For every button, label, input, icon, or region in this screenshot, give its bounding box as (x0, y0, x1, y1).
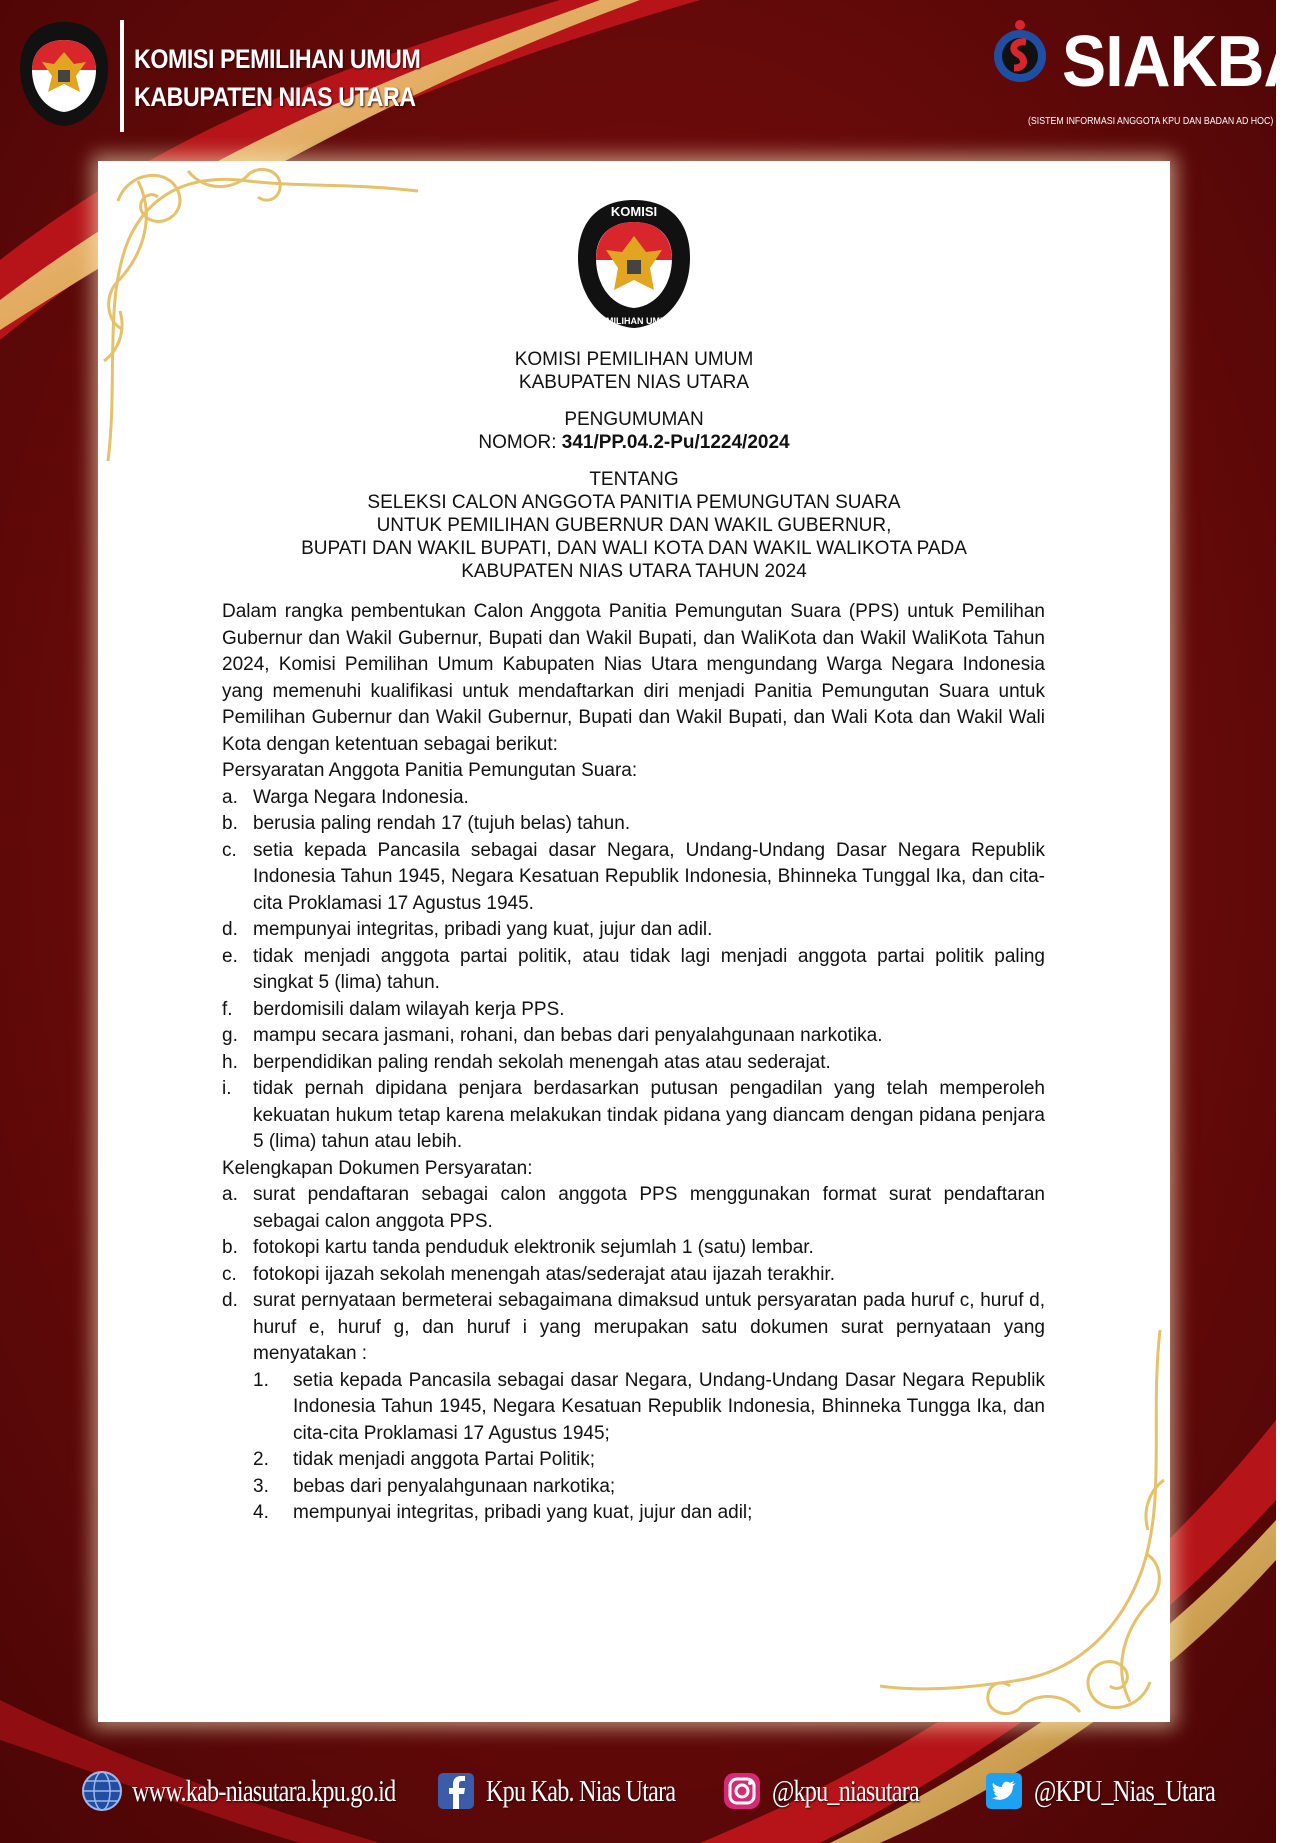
number-label: NOMOR: (478, 432, 557, 453)
instagram-icon (720, 1762, 764, 1820)
list-text: Warga Negara Indonesia. (253, 786, 469, 808)
list-item (253, 1368, 1045, 1448)
subject-line: UNTUK PEMILIHAN GUBERNUR DAN WAKIL GUBERNUR, (376, 515, 892, 536)
list-item (222, 917, 1045, 944)
documents-heading: Kelengkapan Dokumen Persyaratan: (222, 1157, 533, 1179)
list-marker: c. (222, 839, 237, 861)
announcement-number (200, 431, 1068, 454)
list-text: setia kepada Pancasila sebagai dasar Negara, Undang-Undang Dasar Negara Republik Indonesia Tahun 1945, Negara Kesatuan Republik Indonesia, Bhinneka Tungga Ika, dan cita-cita Proklamasi 17 Agustus 1945; (293, 1369, 1045, 1444)
logo-bottom-text: PEMILIHAN UMUM (594, 316, 674, 326)
footer-facebook[interactable] (434, 1756, 729, 1826)
twitter-text: @KPU_Nias_Utara (1034, 1773, 1216, 1808)
website-text: www.kab-niasutara.kpu.go.id (132, 1773, 396, 1808)
facebook-text: Kpu Kab. Nias Utara (486, 1773, 676, 1808)
list-text: mempunyai integritas, pribadi yang kuat, jujur dan adil; (293, 1502, 753, 1523)
list-text: fotokopi kartu tanda penduduk elektronik sejumlah 1 (satu) lembar. (253, 1237, 814, 1258)
list-text: tidak menjadi anggota Partai Politik; (293, 1449, 596, 1470)
announcement-title: PENGUMUMAN (564, 409, 704, 430)
list-marker: b. (222, 1237, 238, 1258)
list-text: surat pendaftaran sebagai calon anggota PPS menggunakan format surat pendaftaran sebagai calon anggota PPS. (253, 1184, 1045, 1232)
number-value: 341/PP.04.2-Pu/1224/2024 (561, 432, 790, 453)
list-marker: d. (222, 919, 238, 940)
header-divider (120, 20, 124, 132)
list-item (253, 1447, 1045, 1474)
list-marker: b. (222, 813, 238, 834)
list-marker: 2. (253, 1449, 269, 1470)
list-marker: 4. (253, 1502, 269, 1523)
list-item (222, 811, 1045, 838)
list-text: mempunyai integritas, pribadi yang kuat, jujur dan adil. (253, 919, 713, 940)
list-text: tidak menjadi anggota partai politik, atau tidak lagi menjadi anggota partai politik paling singkat 5 (lima) tahun. (253, 945, 1045, 993)
facebook-icon (434, 1762, 478, 1820)
list-text: mampu secara jasmani, rohani, dan bebas dari penyalahgunaan narkotika. (253, 1025, 883, 1046)
list-item (222, 838, 1045, 918)
list-marker: c. (222, 1263, 237, 1285)
list-marker: a. (222, 1184, 238, 1205)
list-marker: g. (222, 1025, 238, 1046)
list-item (222, 997, 1045, 1024)
footer-instagram[interactable] (720, 1756, 960, 1826)
kpu-logo (16, 18, 112, 130)
statement-list (222, 1368, 1045, 1527)
footer-website[interactable] (80, 1756, 470, 1826)
header-org-line1: KOMISI PEMILIHAN UMUM (134, 44, 421, 74)
list-text: bebas dari penyalahgunaan narkotika; (293, 1475, 616, 1497)
list-item (222, 1288, 1045, 1368)
list-item (222, 944, 1045, 997)
list-text: berpendidikan paling rendah sekolah menengah atas atau sederajat. (253, 1051, 831, 1073)
list-item (222, 1050, 1045, 1077)
subject-line: BUPATI DAN WAKIL BUPATI, DAN WALI KOTA DAN WAKIL WALIKOTA PADA (301, 538, 967, 559)
instagram-text: @kpu_niasutara (772, 1773, 919, 1808)
globe-icon (80, 1762, 124, 1820)
footer-twitter[interactable] (982, 1756, 1266, 1826)
list-marker: f. (222, 998, 233, 1020)
list-marker: d. (222, 1290, 238, 1311)
list-text: tidak pernah dipidana penjara berdasarkan putusan pengadilan yang telah memperoleh kekuatan hukum tetap karena melakukan tindak pidana yang diancam dengan pidana penjara 5 (lima) tahun atau lebih. (253, 1078, 1045, 1152)
list-item (222, 785, 1045, 812)
intro-paragraph: Dalam rangka pembentukan Calon Anggota Panitia Pemungutan Suara (PPS) untuk Pemilihan Gubernur dan Wakil Gubernur, Bupati dan Wakil Bupati, dan WaliKota dan Wakil WaliKota Tahun 2024, Komisi Pemilihan Umum Kabupaten Nias Utara mengundang Warga Negara Indonesia yang memenuhi kualifikasi untuk mendaftarkan diri menjadi Panitia Pemungutan Suara untuk Pemilihan Gubernur dan Wakil Gubernur, Bupati dan Wakil Bupati, dan Wali Kota dan Wakil Wali Kota dengan ketentuan sebagai berikut: (222, 601, 1045, 755)
requirements-heading: Persyaratan Anggota Panitia Pemungutan Suara: (222, 760, 638, 781)
list-item (222, 1023, 1045, 1050)
list-item (222, 1076, 1045, 1156)
siakba-logo (992, 16, 1048, 108)
list-marker: h. (222, 1051, 238, 1073)
subject-line: SELEKSI CALON ANGGOTA PANITIA PEMUNGUTAN SUARA (367, 492, 901, 513)
kpu-document-logo (574, 198, 694, 330)
siakba-subtitle: (SISTEM INFORMASI ANGGOTA KPU DAN BADAN AD HOC) (1028, 116, 1274, 127)
logo-top-text: KOMISI (610, 204, 658, 219)
list-marker: 3. (253, 1475, 269, 1497)
siakba-title: SIAKBA (1062, 22, 1310, 102)
doc-org-line2: KABUPATEN NIAS UTARA (518, 372, 750, 393)
document-body (222, 599, 1045, 1527)
twitter-icon (982, 1762, 1026, 1820)
list-item (222, 1182, 1045, 1235)
list-item (222, 1262, 1045, 1289)
list-item (253, 1474, 1045, 1501)
header-title (134, 40, 420, 116)
header-org-line2: KABUPATEN NIAS UTARA (134, 82, 416, 112)
list-marker: i. (222, 1078, 232, 1099)
list-marker: a. (222, 786, 238, 808)
about-label: TENTANG (589, 469, 679, 490)
list-marker: 1. (253, 1369, 269, 1391)
list-marker: e. (222, 945, 238, 967)
list-text: setia kepada Pancasila sebagai dasar Negara, Undang-Undang Dasar Negara Republik Indonesia Tahun 1945, Negara Kesatuan Republik Indonesia, Bhinneka Tunggal Ika, dan cita-cita Proklamasi 17 Agustus 1945. (253, 839, 1045, 914)
list-item (253, 1500, 1045, 1527)
doc-org-line1: KOMISI PEMILIHAN UMUM (514, 349, 754, 370)
list-text: berdomisili dalam wilayah kerja PPS. (253, 998, 565, 1020)
list-text: surat pernyataan bermeterai sebagaimana dimaksud untuk persyaratan pada huruf c, huruf d, huruf e, huruf g, dan huruf i yang merupakan satu dokumen surat pernyataan yang menyatakan : (253, 1290, 1045, 1364)
list-text: fotokopi ijazah sekolah menengah atas/sederajat atau ijazah terakhir. (253, 1263, 835, 1285)
list-text: berusia paling rendah 17 (tujuh belas) tahun. (253, 813, 631, 834)
subject-line: KABUPATEN NIAS UTARA TAHUN 2024 (461, 561, 807, 582)
document-heading (200, 348, 1068, 583)
list-item (222, 1235, 1045, 1262)
